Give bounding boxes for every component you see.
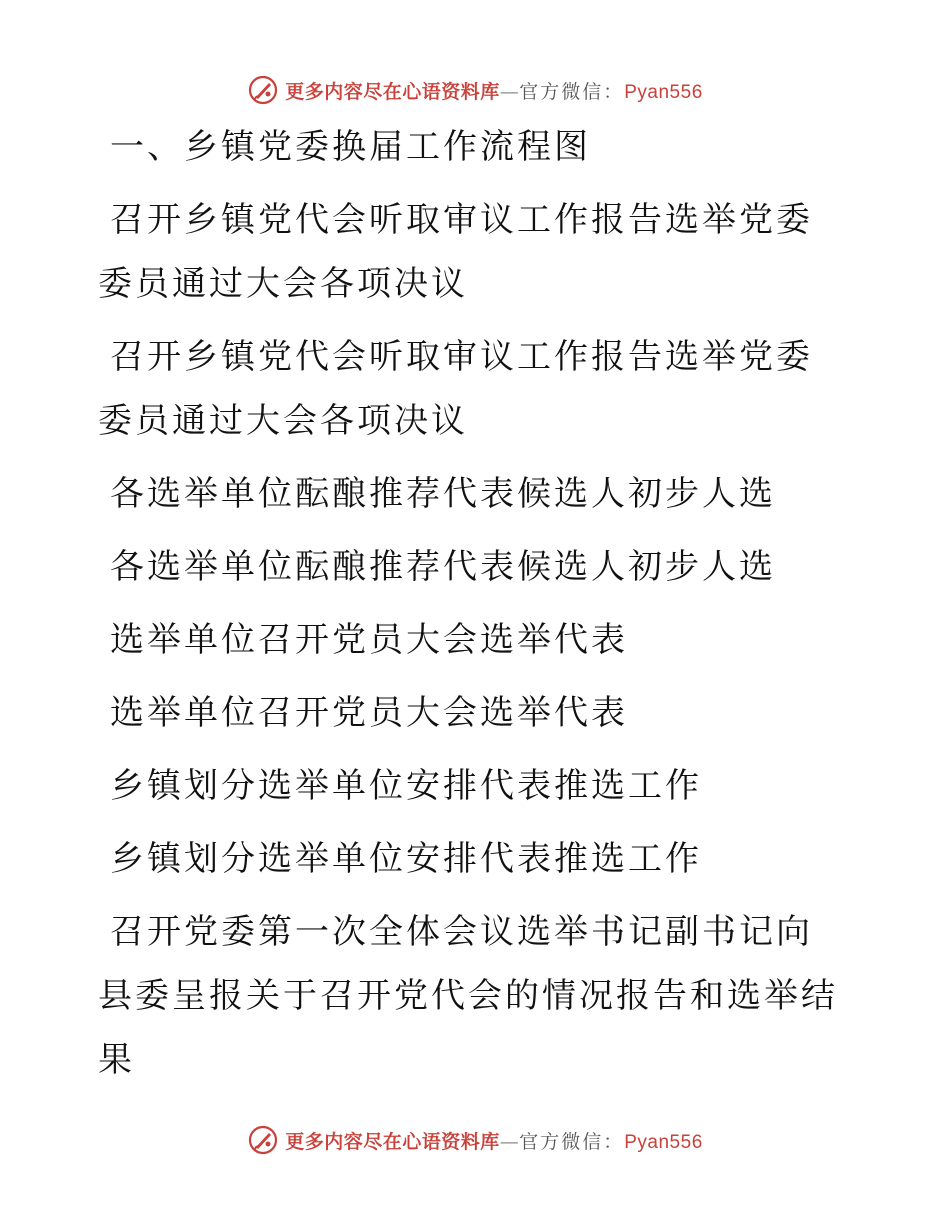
step-item: 召开党委第一次全体会议选举书记副书记向县委呈报关于召开党代会的情况报告和选举结果 [98,912,838,1080]
header-watermark [0,70,950,110]
quill-seal-icon [247,74,279,106]
watermark-text [285,77,703,104]
watermark-main: 更多内容尽在心语资料库 [285,1130,500,1153]
watermark-sub: 官方微信： [519,1130,625,1153]
step-item: 召开乡镇党代会听取审议工作报告选举党委委员通过大会各项决议 [98,200,813,304]
quill-seal-icon [247,1124,279,1156]
step-item: 乡镇划分选举单位安排代表推选工作 [110,766,702,806]
watermark-wechat: Pyan556 [624,81,703,103]
document-body [98,122,838,1101]
step-item: 选举单位召开党员大会选举代表 [110,693,628,733]
footer-watermark [0,1120,950,1160]
watermark-main: 更多内容尽在心语资料库 [285,80,500,103]
watermark-dash: — [499,80,520,103]
watermark-sub: 官方微信： [519,80,625,103]
watermark-wechat: Pyan556 [624,1131,703,1153]
step-item: 乡镇划分选举单位安排代表推选工作 [110,839,702,879]
step-item: 选举单位召开党员大会选举代表 [110,620,628,660]
watermark-dash: — [499,1130,520,1153]
step-item: 各选举单位酝酿推荐代表候选人初步人选 [110,474,776,514]
page-title: 一、乡镇党委换届工作流程图 [110,127,591,167]
step-item: 召开乡镇党代会听取审议工作报告选举党委委员通过大会各项决议 [98,337,813,441]
step-item: 各选举单位酝酿推荐代表候选人初步人选 [110,547,776,587]
watermark-text [285,1127,703,1154]
